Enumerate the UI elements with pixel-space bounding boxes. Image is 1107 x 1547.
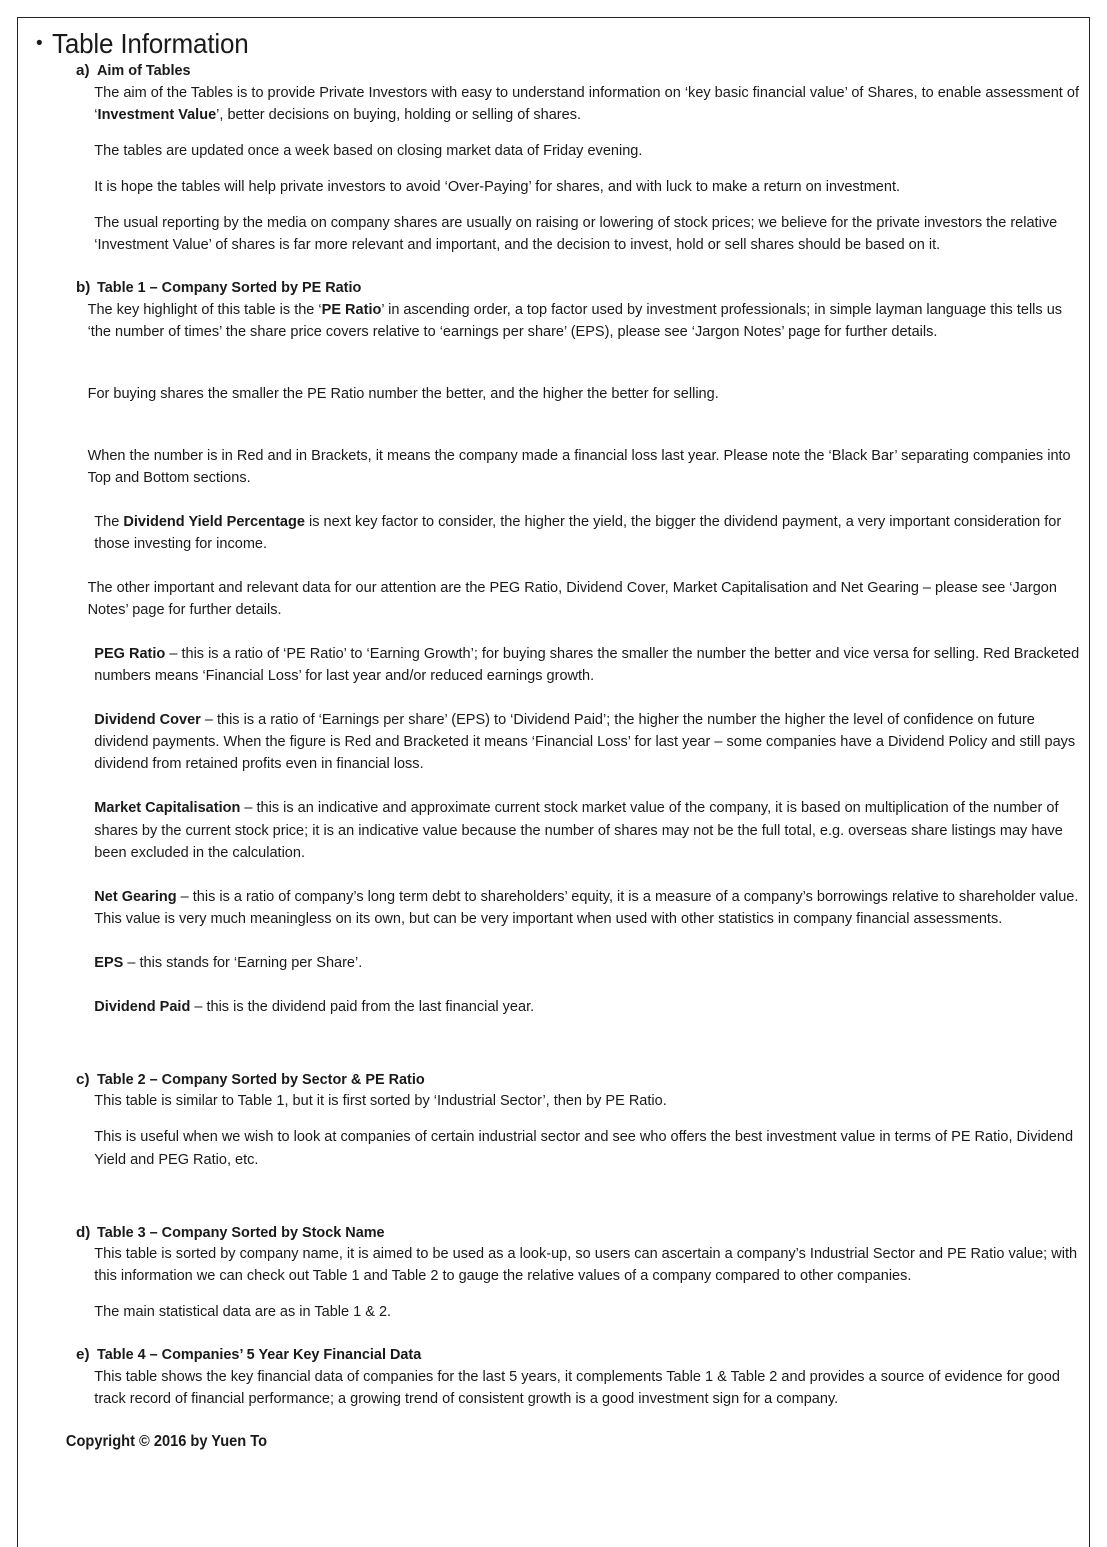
paragraph-e1: This table shows the key financial data of companies for the last 5 years, it complements Table 1 & Table 2 and provides a source of evidence for good track record of financial performance; a growing trend of consistent growth is a good investment sign for a company. <box>94 1368 1060 1408</box>
paragraph-b7: Dividend Cover – this is a ratio of ‘Earnings per share’ (EPS) to ‘Dividend Paid’; the higher the number the higher the level of confidence on future dividend payments. When the figure is Red and Bracketed it means ‘Financial Loss’ for last year – some companies have a Dividend Policy and still pays dividend from retained profits even in financial loss. <box>94 711 1076 773</box>
section-title-a: Aim of Tables <box>97 62 191 80</box>
document-body <box>18 18 1089 1452</box>
paragraph-a2: The tables are updated once a week based on closing market data of Friday evening. <box>94 142 643 160</box>
section-marker-a: a) <box>76 62 90 80</box>
paragraph-c2: This is useful when we wish to look at companies of certain industrial sector and see who offers the best investment value in terms of PE Ratio, Dividend Yield and PEG Ratio, etc. <box>94 1128 1074 1168</box>
section-heading-e <box>26 1345 1081 1365</box>
paragraph-a1: The aim of the Tables is to provide Private Investors with easy to understand information on ‘key basic financial value’ of Shares, to enable assessment of ‘Investment Value’, better decisions on buying, holding or selling of shares. <box>94 84 1079 124</box>
paragraph-b2: For buying shares the smaller the PE Ratio number the better, and the higher the better for selling. <box>87 385 719 403</box>
paragraph-b6: PEG Ratio – this is a ratio of ‘PE Ratio’ to ‘Earning Growth’; for buying shares the smaller the number the better and vice versa for selling. Red Bracketed numbers means ‘Financial Loss’ for last year and/or reduced earnings growth. <box>94 645 1080 685</box>
section-heading-d <box>26 1223 1081 1243</box>
paragraph-b3: When the number is in Red and in Brackets, it means the company made a financial loss last year. Please note the ‘Black Bar’ separating companies into Top and Bottom sections. <box>87 447 1071 487</box>
section-title-e: Table 4 – Companies’ 5 Year Key Financial Data <box>97 1346 422 1364</box>
paragraph-b10: EPS – this stands for ‘Earning per Share’. <box>94 953 363 971</box>
section-heading-b <box>26 278 1081 298</box>
paragraph-b11: Dividend Paid – this is the dividend paid from the last financial year. <box>94 997 535 1015</box>
section-marker-e: e) <box>76 1346 90 1364</box>
paragraph-b9: Net Gearing – this is a ratio of company’s long term debt to shareholders’ equity, it is a measure of a company’s borrowings relative to shareholder value. This value is very much meaningless on its own, but can be very important when used with other statistics in company financial assessments. <box>94 887 1079 927</box>
page-border <box>17 17 1090 1547</box>
section-a <box>26 61 1081 256</box>
section-marker-d: d) <box>76 1223 91 1241</box>
section-e <box>26 1345 1081 1410</box>
paragraph-d2: The main statistical data are as in Table 1 & 2. <box>94 1303 392 1321</box>
section-c <box>26 1070 1081 1171</box>
section-marker-c: c) <box>76 1070 90 1088</box>
paragraph-d1: This table is sorted by company name, it is aimed to be used as a look-up, so users can ascertain a company’s Industrial Sector and PE Ratio value; with this information we can check out Table 1 and Table 2 to gauge the relative values of a company compared to other companies. <box>94 1245 1078 1285</box>
paragraph-b8: Market Capitalisation – this is an indicative and approximate current stock market value of the company, it is based on multiplication of the number of shares by the current stock price; it is an indicative value because the number of shares may not be the full total, e.g. overseas share listings may have been excluded in the calculation. <box>94 799 1063 861</box>
paragraph-a3: It is hope the tables will help private investors to avoid ‘Over-Paying’ for shares, and with luck to make a return on investment. <box>94 178 901 196</box>
section-title-d: Table 3 – Company Sorted by Stock Name <box>97 1223 385 1241</box>
page-title: Table Information <box>52 28 249 59</box>
section-d <box>26 1223 1081 1324</box>
paragraph-a4: The usual reporting by the media on company shares are usually on raising or lowering of stock prices; we believe for the private investors the relative ‘Investment Value’ of shares is far more relevant and important, and the decision to invest, hold or sell shares should be based on it. <box>94 214 1058 254</box>
section-b <box>26 278 1081 1017</box>
paragraph-b1: The key highlight of this table is the ‘PE Ratio’ in ascending order, a top factor used by investment professionals; in simple layman language this tells us ‘the number of times’ the share price covers relative to ‘earnings per share’ (EPS), please see ‘Jargon Notes’ page for further details. <box>87 301 1063 341</box>
paragraph-c1: This table is similar to Table 1, but it is first sorted by ‘Industrial Sector’, then by PE Ratio. <box>94 1092 667 1110</box>
section-title-b: Table 1 – Company Sorted by PE Ratio <box>97 279 362 297</box>
section-marker-b: b) <box>76 279 91 297</box>
section-heading-c <box>26 1070 1081 1090</box>
section-heading-a <box>26 61 1081 81</box>
paragraph-b5: The other important and relevant data for our attention are the PEG Ratio, Dividend Cover, Market Capitalisation and Net Gearing – please see ‘Jargon Notes’ page for further details. <box>87 579 1057 619</box>
bullet-icon: • <box>36 33 43 54</box>
document-title-row <box>26 28 1081 59</box>
paragraph-b4: The Dividend Yield Percentage is next key factor to consider, the higher the yield, the bigger the dividend payment, a very important consideration for those investing for income. <box>94 513 1062 553</box>
copyright-notice: Copyright © 2016 by Yuen To <box>65 1433 268 1451</box>
section-title-c: Table 2 – Company Sorted by Sector & PE Ratio <box>97 1070 425 1088</box>
